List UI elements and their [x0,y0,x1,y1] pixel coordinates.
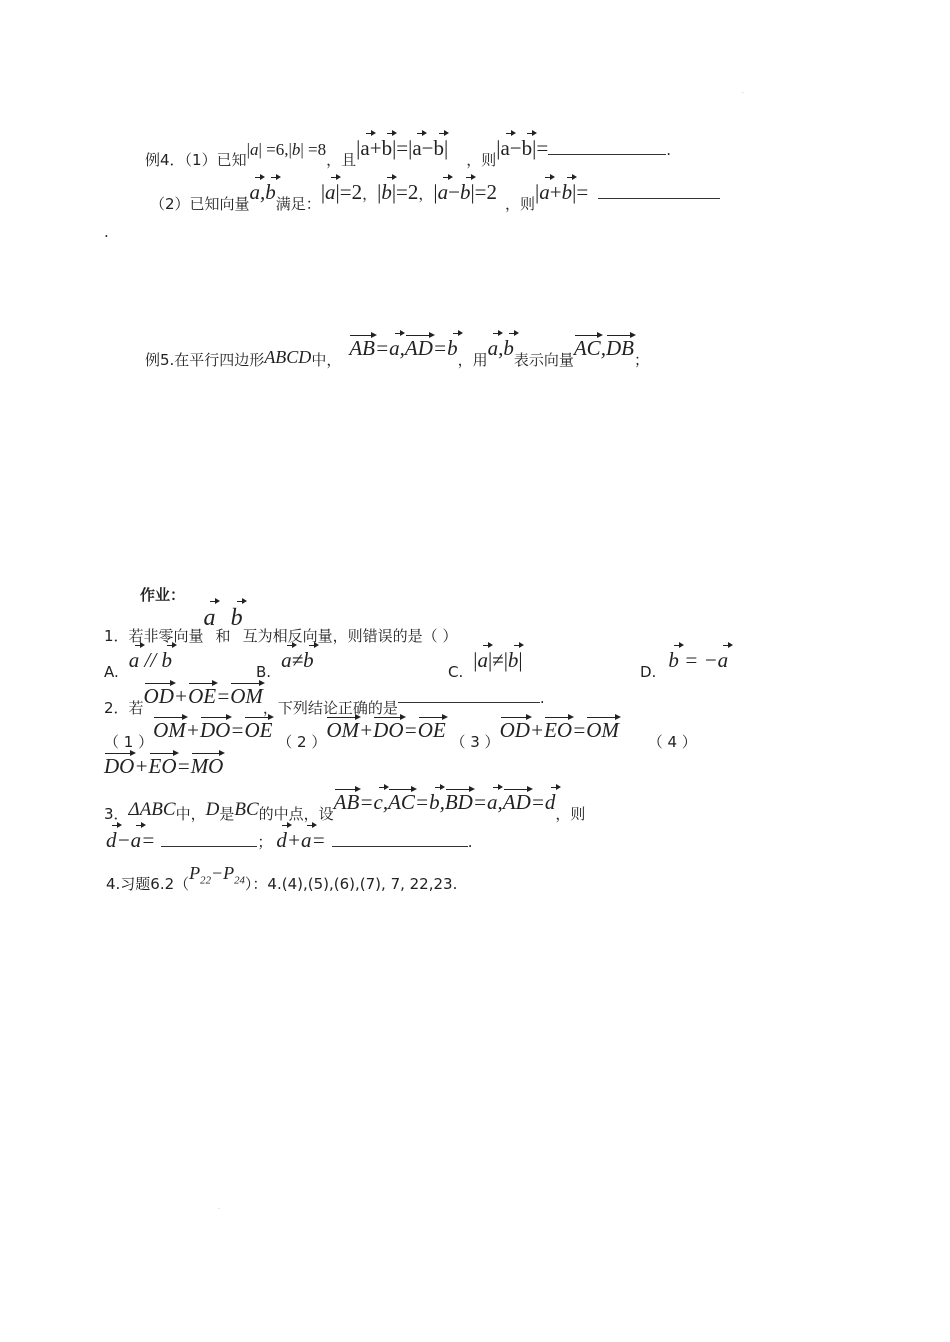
hw-q2-item2-num: （ 2 ） [277,733,327,751]
hw-q3-given: AB=c,AC=b,BD=a,AD=d [333,790,556,814]
hw-q3-mid2: 是 [219,805,235,823]
ex4-p2-mid: 满足： [275,195,321,213]
hw-q3-mid1: 中， [175,805,206,823]
hw-q4 [106,863,458,893]
hw-q3-e2-blank[interactable] [332,846,468,847]
hw-q2-items [104,718,844,751]
hw-q4-lead: 4.习题6.2（ [106,875,190,893]
hw-q1-text: 1．若非零向量 [104,627,204,645]
scan-dot-bottom: · [218,1206,220,1213]
hw-q1-vec-a: a [203,605,216,631]
hw-q2-lead: 2．若 [104,699,144,717]
hw-q3-e2: d+a= [276,828,326,852]
hw-q1-and: 和 [215,627,231,645]
ex4-p2-vec: a,b [249,180,276,204]
option-a-label: A. [104,663,119,681]
ex4-part2: （2）已知向量a,b满足：|a|=2，|b|=2，|a−b|=2 ，则|a+b|= [150,182,720,203]
hw-q2-tail: ，下列结论正确的是 [262,699,398,717]
ex5-mid: 中， [311,351,342,369]
ex5-target: AC,DB [573,336,634,360]
option-d-label: D. [640,663,657,681]
hw-q3 [104,790,586,823]
homework-title: 作业： [140,586,186,604]
hw-q1-option-d[interactable] [640,648,729,681]
hw-q3-tail: ，则 [555,805,586,823]
hw-q2: 2．若OD+OE=OM，下列结论正确的是. [104,684,545,717]
hw-q1-vec-b: b [230,605,243,631]
ex4-p2-ask: |a+b|= [535,180,589,204]
ex5-vec: a,b [487,336,514,360]
ex4-p1-cond1: |a| =6,|b| =8 [246,140,327,159]
ex4-stray-dot: . [104,223,109,241]
ex4-p1-tail: ，则 [466,151,497,169]
ex5-figure: ABCD [264,347,312,367]
option-c-expr: |a|≠|b| [473,648,523,672]
hw-q3-mid3: 的中点，设 [258,805,334,823]
hw-q2-item4-expr: DO+EO=MO [104,754,224,778]
scan-dot: · [742,90,744,97]
hw-q3-e1: d−a= [106,828,156,852]
hw-q3-triangle: ΔABC [128,799,176,820]
hw-q2-item3-expr: OD+EO=OM [499,718,619,742]
ex4-p2-c1: |a|=2 [320,180,363,204]
hw-q3-answers: d−a= ； d+a= . [106,828,473,852]
hw-q3-d: D [205,799,220,820]
hw-q2-item4-num: （ 4 ） [647,733,697,751]
ex5-line [145,336,649,369]
option-b-expr: a≠b [281,648,314,672]
ex5-lead: 例5.在平行四边形 [145,351,265,369]
ex4-p1-ask: |a−b|= [496,136,549,160]
hw-q2-item1-num: （ 1 ） [104,733,154,751]
ex4-p1-mid: ，且 [326,151,357,169]
hw-q4-tail: ）：4.(4),(5),(6),(7), 7, 22,23. [244,875,458,893]
hw-q3-lead: 3． [104,805,129,823]
hw-q2-item2-expr: OM+DO=OE [326,718,446,742]
ex4-p1-cond2: |a+b|=|a−b| [356,136,449,160]
ex4-p1-answer-blank[interactable] [548,154,666,155]
ex4-p2-c2: |b|=2 [377,180,419,204]
option-d-expr: b = −a [668,648,729,672]
ex5-use: ，用 [457,351,488,369]
hw-q2-item3-num: （ 3 ） [450,733,500,751]
option-b-label: B. [256,663,272,681]
ex4-p2-tail: ，则 [505,195,536,213]
hw-q2-answer-blank[interactable] [398,702,540,703]
ex5-tail: 表示向量 [513,351,574,369]
option-a-expr: a // b [128,648,172,672]
ex4-p2-answer-blank[interactable] [598,198,720,199]
hw-q3-bc: BC [234,799,259,820]
hw-q4-range: $P_{22}-P_{24}$ [189,863,245,887]
ex5-given: AB=a,AD=b [349,336,458,360]
hw-q1 [104,605,458,645]
hw-q3-e1-blank[interactable] [161,846,257,847]
hw-q2-item1-expr: OM+DO=OE [153,718,273,742]
hw-q1-option-a[interactable] [104,648,172,681]
hw-q1-option-c[interactable] [448,648,523,681]
hw-q2-item4 [104,756,223,777]
ex4-p2-c3: |a−b|=2 [433,180,498,204]
ex4-part1: 例4．（1）已知|a| =6,|b| =8，且|a+b|=|a−b| ，则|a−b|= . [145,136,671,169]
hw-q1-option-b[interactable] [256,648,314,681]
ex5-end: ； [633,351,649,369]
hw-q2-given: OD+OE=OM [143,684,263,708]
ex4-p2-lead: （2）已知向量 [150,195,250,213]
ex4-p1-lead: 例4．（1）已知 [145,151,247,169]
hw-q1-tail: 互为相反向量，则错误的是（ ） [242,627,458,645]
option-c-label: C. [448,663,464,681]
